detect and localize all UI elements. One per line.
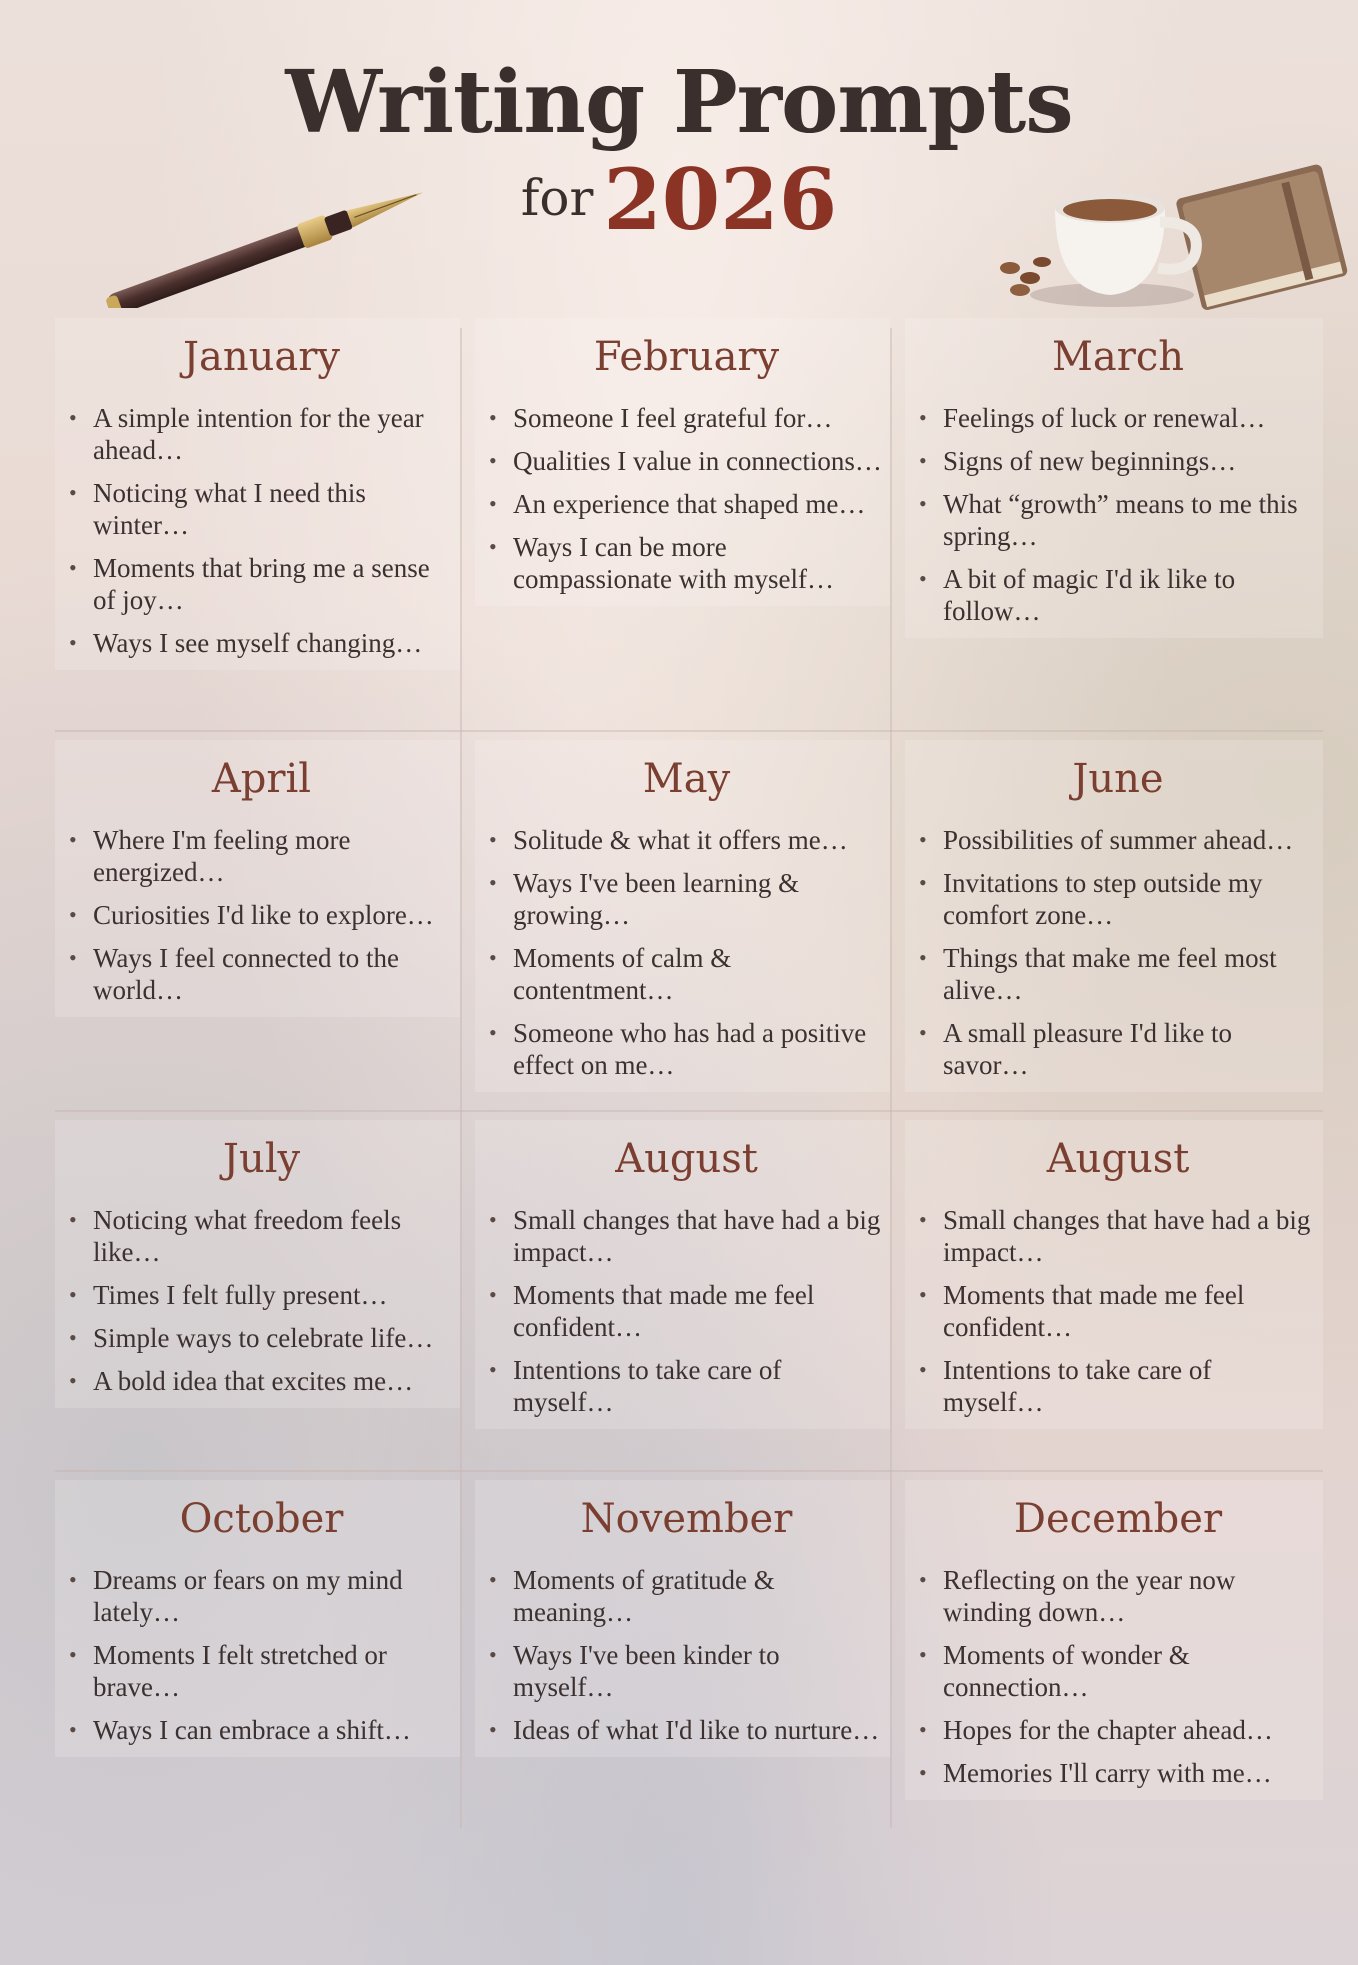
prompt-item: • An experience that shaped me…	[489, 488, 884, 520]
prompt-item: • Things that make me feel most alive…	[919, 942, 1317, 1006]
prompt-list	[69, 1204, 454, 1397]
prompt-item: • Noticing what I need this winter…	[69, 477, 454, 541]
prompt-item: • Ways I can embrace a shift…	[69, 1714, 454, 1746]
prompt-item: • Moments that made me feel confident…	[489, 1279, 884, 1343]
prompt-item: • A small pleasure I'd like to savor…	[919, 1017, 1317, 1081]
prompt-item: • Dreams or fears on my mind lately…	[69, 1564, 454, 1628]
column-divider	[460, 328, 462, 1828]
month-card-march	[905, 318, 1323, 638]
prompt-item: • Intentions to take care of myself…	[489, 1354, 884, 1418]
prompt-item: • Noticing what freedom feels like…	[69, 1204, 454, 1268]
prompt-item: • A simple intention for the year ahead…	[69, 402, 454, 466]
prompt-list	[489, 1564, 884, 1746]
prompt-list	[489, 1204, 884, 1418]
month-title: April	[211, 756, 312, 802]
month-title: May	[642, 756, 731, 802]
month-title: November	[580, 1496, 793, 1542]
prompt-item: • What “growth” means to me this spring…	[919, 488, 1317, 552]
month-card-november	[475, 1480, 890, 1757]
prompt-item: • Small changes that have had a big impact…	[919, 1204, 1317, 1268]
month-card-august-2	[905, 1120, 1323, 1429]
prompt-item: • Ways I feel connected to the world…	[69, 942, 454, 1006]
prompt-item: • Moments that bring me a sense of joy…	[69, 552, 454, 616]
row-divider	[55, 730, 1323, 732]
month-card-december	[905, 1480, 1323, 1800]
prompt-list	[69, 402, 454, 659]
month-title: August	[1046, 1136, 1190, 1182]
month-title: July	[222, 1136, 301, 1182]
prompt-item: • Solitude & what it offers me…	[489, 824, 884, 856]
prompt-item: • Someone who has had a positive effect on me…	[489, 1017, 884, 1081]
month-card-january	[55, 318, 460, 670]
month-title: March	[1051, 334, 1185, 380]
prompt-list	[489, 824, 884, 1081]
prompt-list	[69, 824, 454, 1006]
month-card-april	[55, 740, 460, 1017]
month-card-february	[475, 318, 890, 606]
prompt-item: • A bold idea that excites me…	[69, 1365, 454, 1397]
month-card-october	[55, 1480, 460, 1757]
prompt-item: • Ways I've been kinder to myself…	[489, 1639, 884, 1703]
prompt-item: • Moments I felt stretched or brave…	[69, 1639, 454, 1703]
prompt-list	[69, 1564, 454, 1746]
prompt-list	[919, 824, 1317, 1081]
prompt-list	[919, 402, 1317, 627]
coffee-cup-and-journal-icon	[1000, 150, 1350, 320]
subtitle-year: 2026	[603, 150, 838, 249]
prompt-item: • Signs of new beginnings…	[919, 445, 1317, 477]
prompt-item: • A bit of magic I'd ik like to follow…	[919, 563, 1317, 627]
prompt-item: • Ideas of what I'd like to nurture…	[489, 1714, 884, 1746]
page-title: Writing Prompts	[285, 52, 1073, 153]
prompt-item: • Moments of calm & contentment…	[489, 942, 884, 1006]
column-divider	[890, 328, 892, 1828]
prompt-item: • Where I'm feeling more energized…	[69, 824, 454, 888]
month-card-august	[475, 1120, 890, 1429]
prompt-item: • Small changes that have had a big impact…	[489, 1204, 884, 1268]
month-title: October	[179, 1496, 344, 1542]
prompt-item: • Times I felt fully present…	[69, 1279, 454, 1311]
prompt-item: • Hopes for the chapter ahead…	[919, 1714, 1317, 1746]
month-title: January	[183, 334, 340, 380]
month-title: August	[615, 1136, 758, 1182]
prompt-item: • Feelings of luck or renewal…	[919, 402, 1317, 434]
prompt-item: • Memories I'll carry with me…	[919, 1757, 1317, 1789]
prompt-item: • Someone I feel grateful for…	[489, 402, 884, 434]
month-title: June	[1072, 756, 1164, 802]
prompt-item: • Ways I see myself changing…	[69, 627, 454, 659]
month-title: February	[593, 334, 780, 380]
prompt-item: • Reflecting on the year now winding down…	[919, 1564, 1317, 1628]
month-card-may	[475, 740, 890, 1092]
prompt-list	[489, 402, 884, 595]
row-divider	[55, 1110, 1323, 1112]
subtitle-for: for	[520, 169, 594, 227]
prompt-item: • Qualities I value in connections…	[489, 445, 884, 477]
prompt-item: • Intentions to take care of myself…	[919, 1354, 1317, 1418]
prompt-item: • Moments that made me feel confident…	[919, 1279, 1317, 1343]
prompt-item: • Ways I've been learning & growing…	[489, 867, 884, 931]
prompt-item: • Simple ways to celebrate life…	[69, 1322, 454, 1354]
prompt-item: • Moments of gratitude & meaning…	[489, 1564, 884, 1628]
prompt-item: • Moments of wonder & connection…	[919, 1639, 1317, 1703]
header	[0, 0, 1358, 320]
prompt-list	[919, 1564, 1317, 1789]
prompt-list	[919, 1204, 1317, 1418]
fountain-pen-icon	[88, 188, 458, 308]
prompt-item: • Possibilities of summer ahead…	[919, 824, 1317, 856]
month-card-june	[905, 740, 1323, 1092]
month-card-july	[55, 1120, 460, 1408]
month-title: December	[1013, 1496, 1223, 1542]
months-grid	[55, 318, 1323, 1838]
prompt-item: • Invitations to step outside my comfort zone…	[919, 867, 1317, 931]
prompt-item: • Curiosities I'd like to explore…	[69, 899, 454, 931]
prompt-item: • Ways I can be more compassionate with myself…	[489, 531, 884, 595]
row-divider	[55, 1470, 1323, 1472]
